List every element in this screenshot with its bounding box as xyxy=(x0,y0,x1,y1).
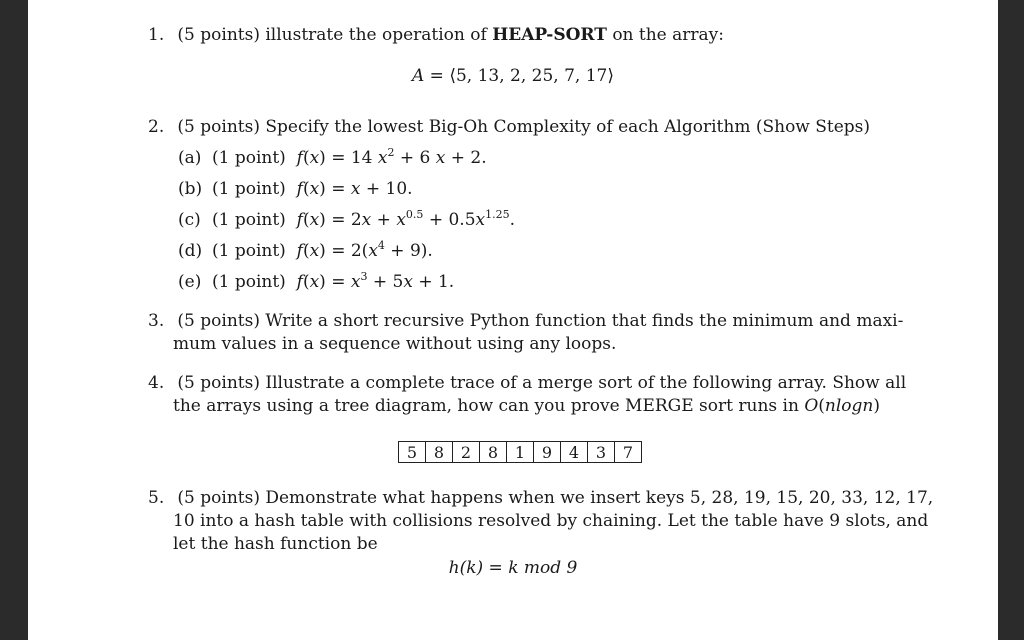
question-number: 2. xyxy=(148,117,165,137)
array-cell: 3 xyxy=(588,442,615,463)
array-name: A xyxy=(412,66,425,86)
question-2b: (b) (1 point) f(x) = x + 10. xyxy=(178,179,413,199)
array-values: ⟨5, 13, 2, 25, 7, 17⟩ xyxy=(449,66,614,86)
question-text: Illustrate a complete trace of a merge sort of the following array. Show all xyxy=(265,373,907,393)
question-points: (5 points) xyxy=(177,373,260,393)
question-points: (5 points) xyxy=(177,311,260,331)
array-cell: 1 xyxy=(507,442,534,463)
array-cell: 8 xyxy=(426,442,453,463)
question-5-line3: let the hash function be xyxy=(173,534,378,554)
question-text: on the array: xyxy=(612,25,724,45)
heap-sort-term: HEAP-SORT xyxy=(492,25,607,45)
question-text: Write a short recursive Python function that finds the minimum and maxi- xyxy=(265,311,904,331)
array-cell: 4 xyxy=(561,442,588,463)
question-5-line2: 10 into a hash table with collisions resolved by chaining. Let the table have 9 slots, and xyxy=(173,511,929,531)
array-cell: 7 xyxy=(615,442,642,463)
question-2d: (d) (1 point) $f(x) = 2(x^4 + 9)$. xyxy=(178,239,433,261)
question-2 xyxy=(148,116,870,139)
question-points: (5 points) xyxy=(177,25,260,45)
question-2a: (a) (1 point) f(x) = 14 $x^2 + 6$ x + 2. xyxy=(178,146,487,168)
question-number: 5. xyxy=(148,488,165,508)
question-3 xyxy=(148,310,903,333)
question-4 xyxy=(148,372,906,395)
question-2c: (c) (1 point) $f(x) = 2x + x^{0.5} + 0.5x^{1.25}$. xyxy=(178,208,516,230)
question-4-line2: the arrays using a tree diagram, how can you prove MERGE sort runs in O(nlogn) xyxy=(173,396,880,416)
question-2e: (e) (1 point) $f(x) = x^3 + 5x + 1$. xyxy=(178,270,455,292)
array-cell: 5 xyxy=(399,442,426,463)
document-page xyxy=(28,0,998,640)
question-text: Specify the lowest Big-Oh Complexity of each Algorithm (Show Steps) xyxy=(265,117,871,137)
question-number: 3. xyxy=(148,311,165,331)
hash-function-formula: h(k) = k mod 9 xyxy=(448,558,578,578)
question-1 xyxy=(148,24,724,47)
merge-sort-array xyxy=(398,441,642,463)
array-cell: 8 xyxy=(480,442,507,463)
question-text: Demonstrate what happens when we insert keys 5, 28, 19, 15, 20, 33, 12, 17, xyxy=(265,488,934,508)
question-points: (5 points) xyxy=(177,117,260,137)
question-5 xyxy=(148,487,933,510)
formula-rhs: k mod 9 xyxy=(508,558,578,578)
question-3-line2: mum values in a sequence without using any loops. xyxy=(173,334,617,354)
question-number: 4. xyxy=(148,373,165,393)
question-number: 1. xyxy=(148,25,165,45)
array-cell: 9 xyxy=(534,442,561,463)
heap-array-formula: A = ⟨5, 13, 2, 25, 7, 17⟩ xyxy=(412,66,614,86)
question-text: illustrate the operation of xyxy=(265,25,487,45)
formula-lhs: h(k) xyxy=(448,558,484,578)
array-cell: 2 xyxy=(453,442,480,463)
question-points: (5 points) xyxy=(177,488,260,508)
